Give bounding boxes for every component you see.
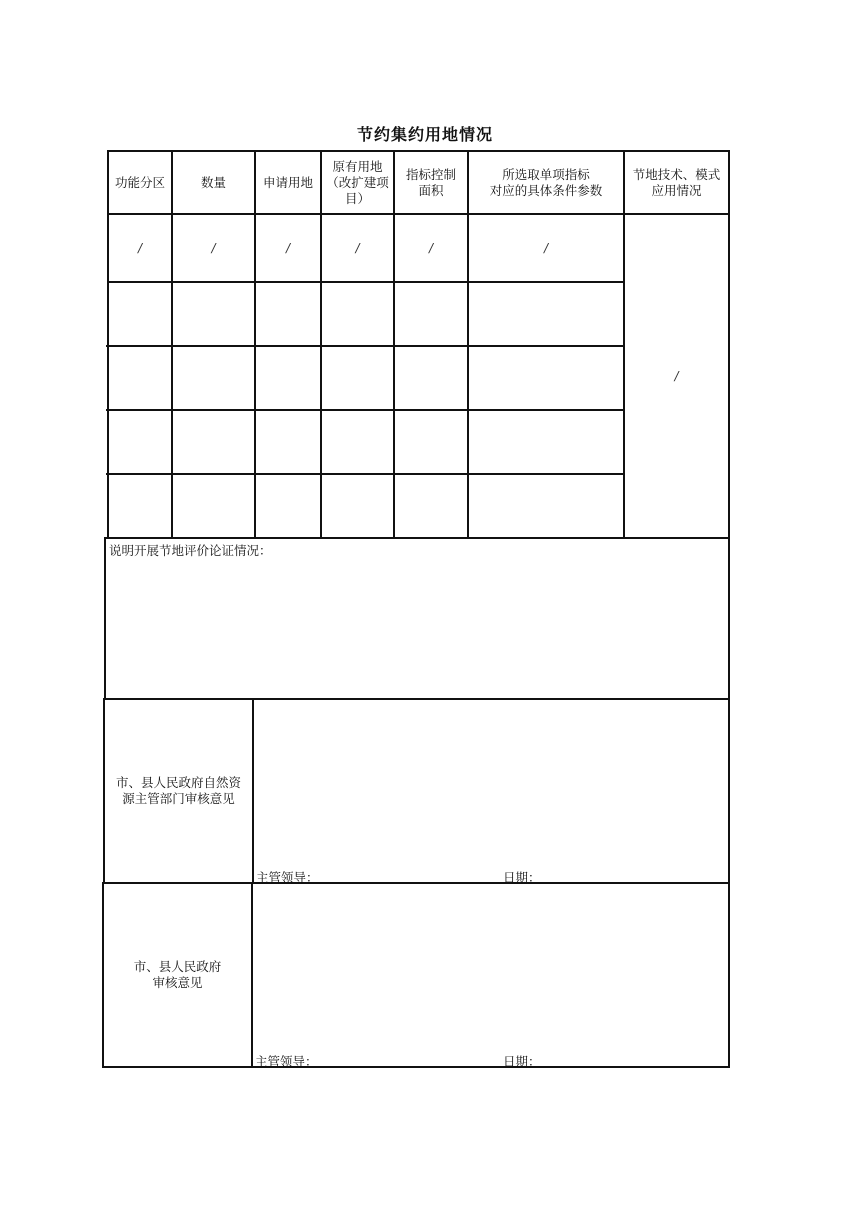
evaluation-input-area[interactable] <box>106 560 728 698</box>
resources-review-input-area[interactable] <box>254 700 728 865</box>
header-line: 节地技术、模式 <box>632 166 721 182</box>
merged-tech-cell[interactable]: / <box>674 369 679 383</box>
header-line: 目） <box>344 190 370 206</box>
header-functional-zone: 功能分区 <box>114 174 165 190</box>
header-applied-land: 申请用地 <box>262 174 313 190</box>
header-line: 对应的具体条件参数 <box>489 182 603 198</box>
header-indicator-area <box>395 152 467 213</box>
government-review-label <box>104 884 251 1066</box>
header-line: （改扩建项 <box>326 174 389 190</box>
header-line: 应用情况 <box>651 182 702 198</box>
table-border-right <box>728 150 730 1068</box>
header-land-saving-tech <box>625 152 728 213</box>
header-line: 面积 <box>418 182 444 198</box>
government-leader-label: 主管领导： <box>255 1054 318 1069</box>
page-title: 节约集约用地情况 <box>356 125 493 144</box>
header-condition-params <box>469 152 623 213</box>
table-cell[interactable]: / <box>428 241 434 255</box>
label-line: 市、县人民政府 <box>133 959 222 974</box>
government-review-input-area[interactable] <box>253 884 728 1049</box>
evaluation-label: 说明开展节地评价论证情况： <box>109 543 272 558</box>
label-line: 审核意见 <box>152 975 203 990</box>
table-cell[interactable]: / <box>137 241 143 255</box>
government-date-label: 日期： <box>503 1054 541 1069</box>
header-quantity: 数量 <box>200 174 226 190</box>
table-cell[interactable]: / <box>355 241 360 255</box>
label-line: 源主管部门审核意见 <box>122 791 235 806</box>
table-cell[interactable]: / <box>285 241 291 255</box>
header-original-land <box>322 152 393 213</box>
resources-review-label <box>105 700 252 882</box>
table-divider <box>105 537 730 539</box>
table-cell[interactable]: / <box>211 241 216 255</box>
empty-rows-area[interactable] <box>109 283 623 537</box>
header-line: 所选取单项指标 <box>502 166 590 182</box>
table-border-bottom <box>102 1066 730 1068</box>
resources-leader-label: 主管领导： <box>256 870 319 885</box>
header-line: 原有用地 <box>332 158 383 174</box>
label-line: 市、县人民政府自然资 <box>115 775 241 790</box>
resources-date-label: 日期： <box>503 870 541 885</box>
table-cell[interactable]: / <box>543 241 549 255</box>
header-line: 指标控制 <box>405 166 456 182</box>
